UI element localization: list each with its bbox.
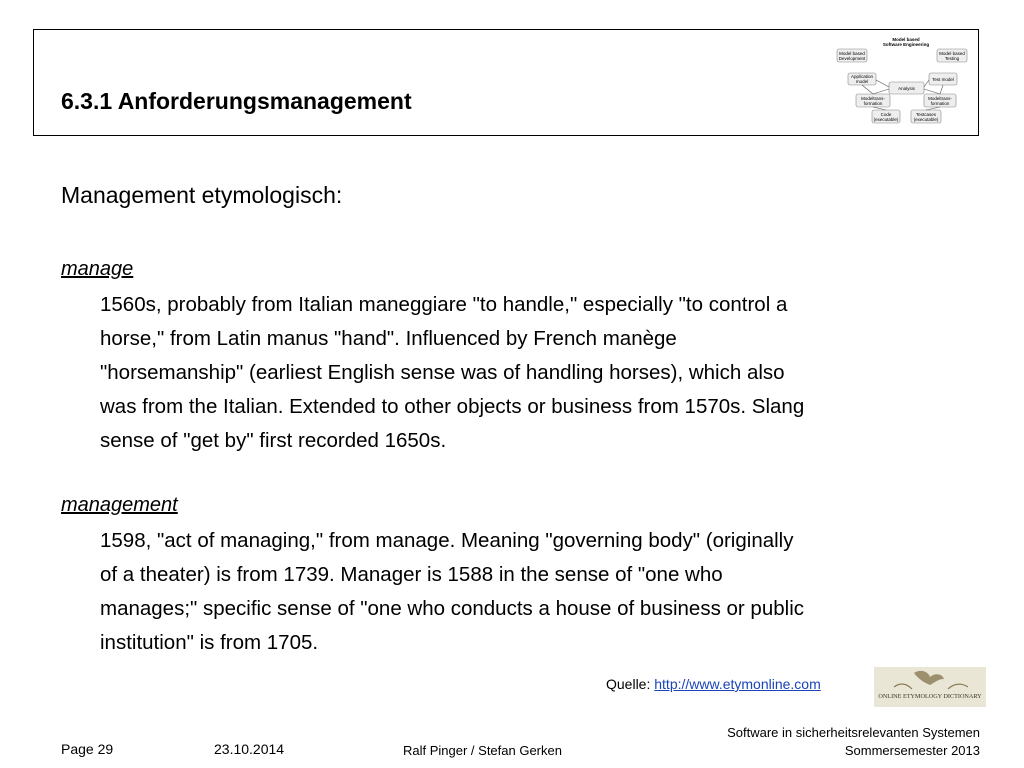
source-link[interactable]: http://www.etymonline.com bbox=[654, 676, 821, 692]
semester: Sommersemester 2013 bbox=[844, 743, 980, 758]
diagram-appmodel-line2: model bbox=[855, 79, 869, 84]
diagram-testcases-line1: Testcases bbox=[915, 112, 937, 117]
diagram-code-line1: Code bbox=[880, 112, 892, 117]
definition-line: horse," from Latin manus "hand". Influenced by French manège bbox=[100, 327, 677, 350]
definition-line: 1598, "act of managing," from manage. Meaning "governing body" (originally bbox=[100, 529, 794, 552]
diagram-analysis: Analysis bbox=[898, 86, 915, 91]
diagram-mbt-line1: Model based bbox=[939, 51, 965, 56]
diagram-title-line1: Model based bbox=[892, 37, 920, 42]
definition-line: institution" is from 1705. bbox=[100, 631, 319, 654]
diagram-mbd-line1: Model based bbox=[839, 51, 865, 56]
section-heading: Management etymologisch: bbox=[61, 182, 343, 208]
slide-title: 6.3.1 Anforderungsmanagement bbox=[61, 88, 412, 114]
source-label: Quelle: bbox=[606, 676, 651, 692]
diagram-mt-left-line2: formation bbox=[863, 101, 883, 106]
term-management: management bbox=[61, 494, 178, 516]
diagram-code-line2: (executable) bbox=[873, 117, 899, 122]
definition-line: 1560s, probably from Italian maneggiare "to handle," especially "to control a bbox=[100, 293, 788, 316]
diagram-testmodel: Test model bbox=[932, 77, 954, 82]
slide-header-frame bbox=[33, 29, 979, 136]
definition-line: manages;" specific sense of "one who conducts a house of business or public bbox=[100, 597, 804, 620]
diagram-appmodel-line1: Application bbox=[850, 74, 874, 79]
diagram-mbt-line2: Testing bbox=[944, 56, 960, 61]
course-name: Software in sicherheitsrelevanten Systemen bbox=[727, 725, 980, 740]
diagram-testcases-line2: (executable) bbox=[913, 117, 939, 122]
definition-manage bbox=[100, 288, 990, 458]
slide-authors: Ralf Pinger / Stefan Gerken bbox=[403, 743, 562, 758]
definition-management bbox=[100, 524, 990, 660]
etymonline-logo bbox=[874, 667, 986, 707]
diagram-mt-right-line2: formation bbox=[930, 101, 950, 106]
diagram-mt-right-line1: Modeltrans- bbox=[928, 96, 952, 101]
diagram-mt-left-line1: Modeltrans- bbox=[861, 96, 885, 101]
definition-line: was from the Italian. Extended to other objects or business from 1570s. Slang bbox=[100, 395, 805, 418]
term-manage: manage bbox=[61, 258, 134, 280]
definition-line: sense of "get by" first recorded 1650s. bbox=[100, 429, 447, 452]
diagram-mbd-line2: Development bbox=[838, 56, 866, 61]
definition-line: of a theater) is from 1739. Manager is 1588 in the sense of "one who bbox=[100, 563, 723, 586]
slide-date: 23.10.2014 bbox=[214, 741, 285, 757]
course-info bbox=[727, 724, 980, 760]
page-number: Page 29 bbox=[61, 741, 114, 757]
diagram-title-line2: Software Engineering bbox=[882, 42, 930, 47]
logo-text: ONLINE ETYMOLOGY DICTIONARY bbox=[878, 693, 982, 700]
mbse-diagram bbox=[834, 34, 976, 132]
definition-line: "horsemanship" (earliest English sense was of handling horses), which also bbox=[100, 361, 785, 384]
source-citation bbox=[606, 676, 821, 692]
